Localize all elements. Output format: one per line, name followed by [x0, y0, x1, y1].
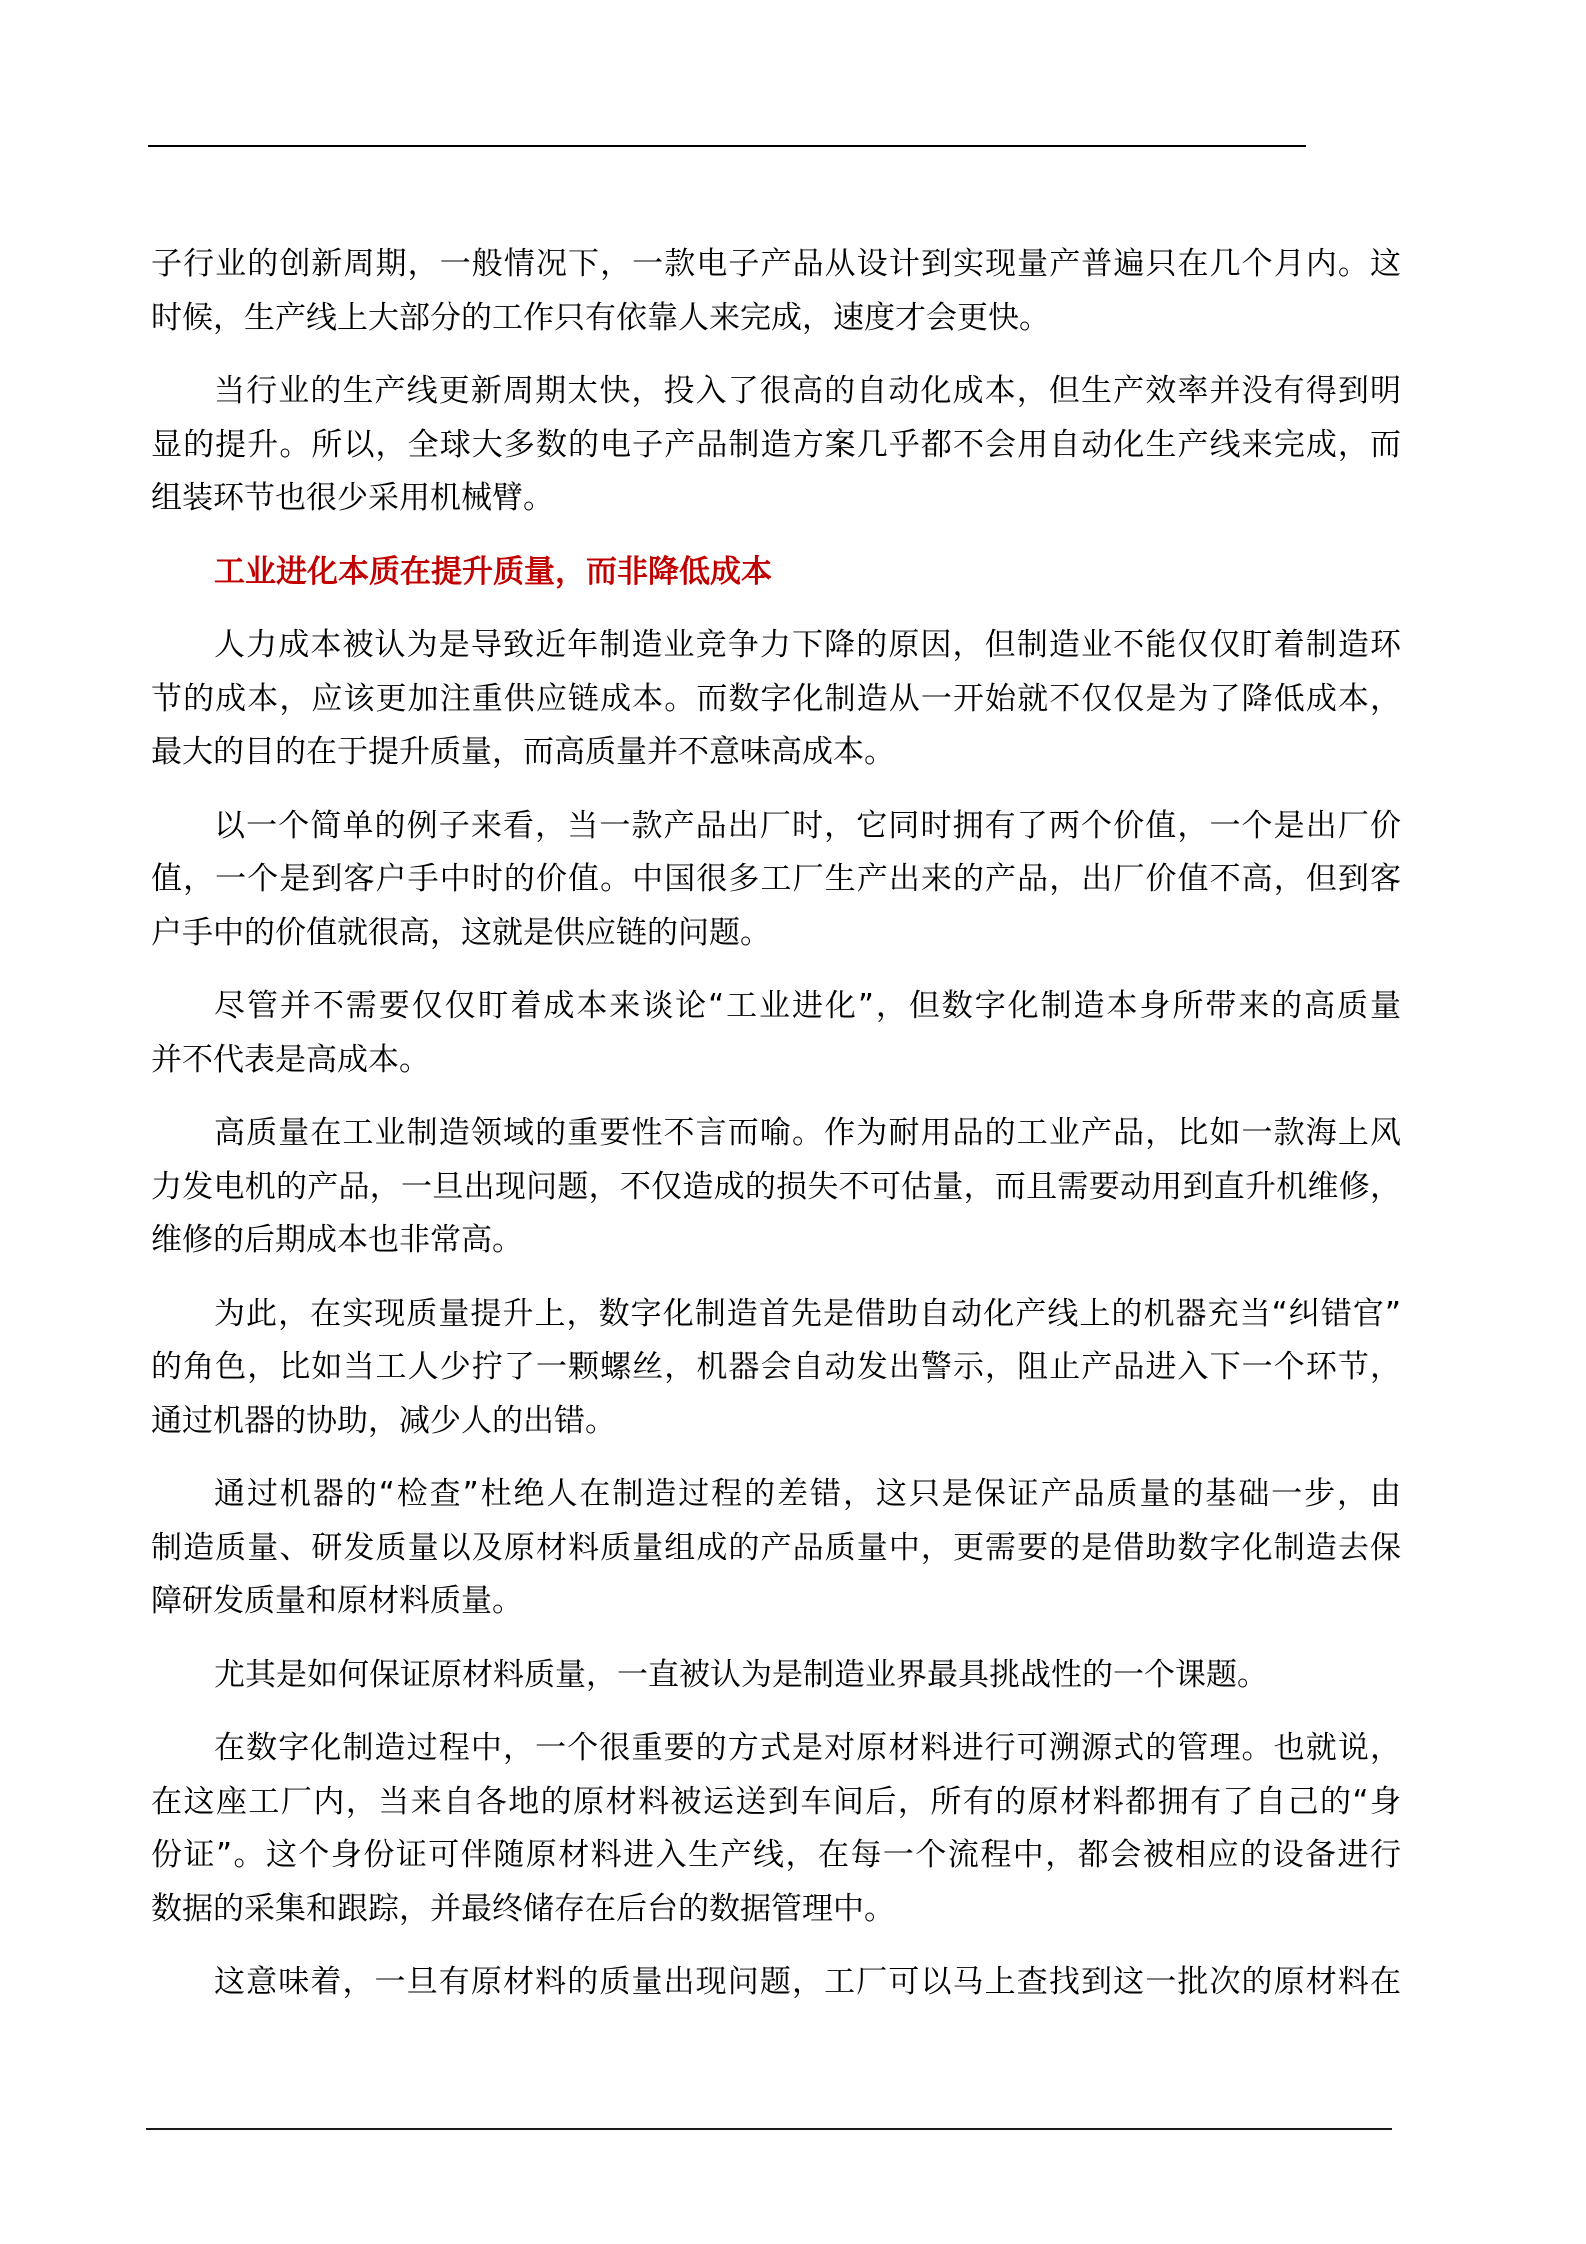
text-line: 通过机器的“检查”杜绝人在制造过程的差错，这只是保证产品质量的基础一步，由 — [214, 1476, 1401, 1512]
text-line: 在数字化制造过程中，一个很重要的方式是对原材料进行可溯源式的管理。也就说， — [214, 1730, 1401, 1766]
text-line: 显的提升。所以，全球大多数的电子产品制造方案几乎都不会用自动化生产线来完成，而 — [151, 426, 1401, 463]
paragraph — [151, 1288, 1401, 1449]
paragraph — [151, 1468, 1401, 1629]
text-line: 组装环节也很少采用机械臂。 — [151, 480, 554, 516]
text-line: 当行业的生产线更新周期太快，投入了很高的自动化成本，但生产效率并没有得到明 — [214, 373, 1401, 409]
text-line: 最大的目的在于提升质量，而高质量并不意味高成本。 — [151, 734, 895, 770]
footer-rule — [146, 2128, 1392, 2130]
text-line: 户手中的价值就很高，这就是供应链的问题。 — [151, 914, 771, 951]
text-line: 尤其是如何保证原材料质量，一直被认为是制造业界最具挑战性的一个课题。 — [214, 1656, 1268, 1693]
paragraph — [151, 980, 1401, 1087]
text-line: 高质量在工业制造领域的重要性不言而喻。作为耐用品的工业产品，比如一款海上风 — [214, 1115, 1401, 1151]
text-line: 的角色，比如当工人少拧了一颗螺丝，机器会自动发出警示，阻止产品进入下一个环节， — [151, 1349, 1401, 1385]
text-line: 障研发质量和原材料质量。 — [151, 1583, 523, 1619]
text-line: 为此，在实现质量提升上，数字化制造首先是借助自动化产线上的机器充当“纠错官” — [214, 1295, 1401, 1332]
text-line: 数据的采集和跟踪，并最终储存在后台的数据管理中。 — [151, 1890, 895, 1927]
paragraph — [151, 365, 1401, 526]
paragraph — [151, 1649, 1401, 1703]
paragraph — [151, 1956, 1401, 2010]
paragraph — [151, 800, 1401, 961]
text-line: 子行业的创新周期，一般情况下，一款电子产品从设计到实现量产普遍只在几个月内。这 — [151, 246, 1401, 282]
text-line: 人力成本被认为是导致近年制造业竞争力下降的原因，但制造业不能仅仅盯着制造环 — [214, 627, 1401, 663]
text-line: 尽管并不需要仅仅盯着成本来谈论“工业进化”，但数字化制造本身所带来的高质量 — [214, 988, 1401, 1024]
text-line: 在这座工厂内，当来自各地的原材料被运送到车间后，所有的原材料都拥有了自己的“身 — [151, 1783, 1401, 1820]
text-line: 时候，生产线上大部分的工作只有依靠人来完成，速度才会更快。 — [151, 299, 1050, 336]
header-rule — [148, 145, 1306, 147]
paragraph — [151, 238, 1401, 345]
section-heading: 工业进化本质在提升质量，而非降低成本 — [214, 553, 772, 590]
text-line: 这意味着，一旦有原材料的质量出现问题，工厂可以马上查找到这一批次的原材料在 — [214, 1964, 1401, 2000]
text-line: 以一个简单的例子来看，当一款产品出厂时，它同时拥有了两个价值，一个是出厂价 — [214, 807, 1401, 844]
paragraph — [151, 619, 1401, 780]
document-body — [151, 238, 1401, 2030]
text-line: 份证”。这个身份证可伴随原材料进入生产线，在每一个流程中，都会被相应的设备进行 — [151, 1837, 1401, 1873]
paragraph — [151, 1107, 1401, 1268]
text-line: 值，一个是到客户手中时的价值。中国很多工厂生产出来的产品，出厂价值不高，但到客 — [151, 861, 1401, 897]
text-line: 通过机器的协助，减少人的出错。 — [151, 1402, 616, 1439]
text-line: 维修的后期成本也非常高。 — [151, 1222, 523, 1258]
text-line: 制造质量、研发质量以及原材料质量组成的产品质量中，更需要的是借助数字化制造去保 — [151, 1529, 1401, 1566]
text-line: 力发电机的产品，一旦出现问题，不仅造成的损失不可估量，而且需要动用到直升机维修， — [151, 1168, 1401, 1205]
text-line: 节的成本，应该更加注重供应链成本。而数字化制造从一开始就不仅仅是为了降低成本， — [151, 680, 1401, 717]
paragraph — [151, 1722, 1401, 1936]
text-line: 并不代表是高成本。 — [151, 1041, 430, 1078]
